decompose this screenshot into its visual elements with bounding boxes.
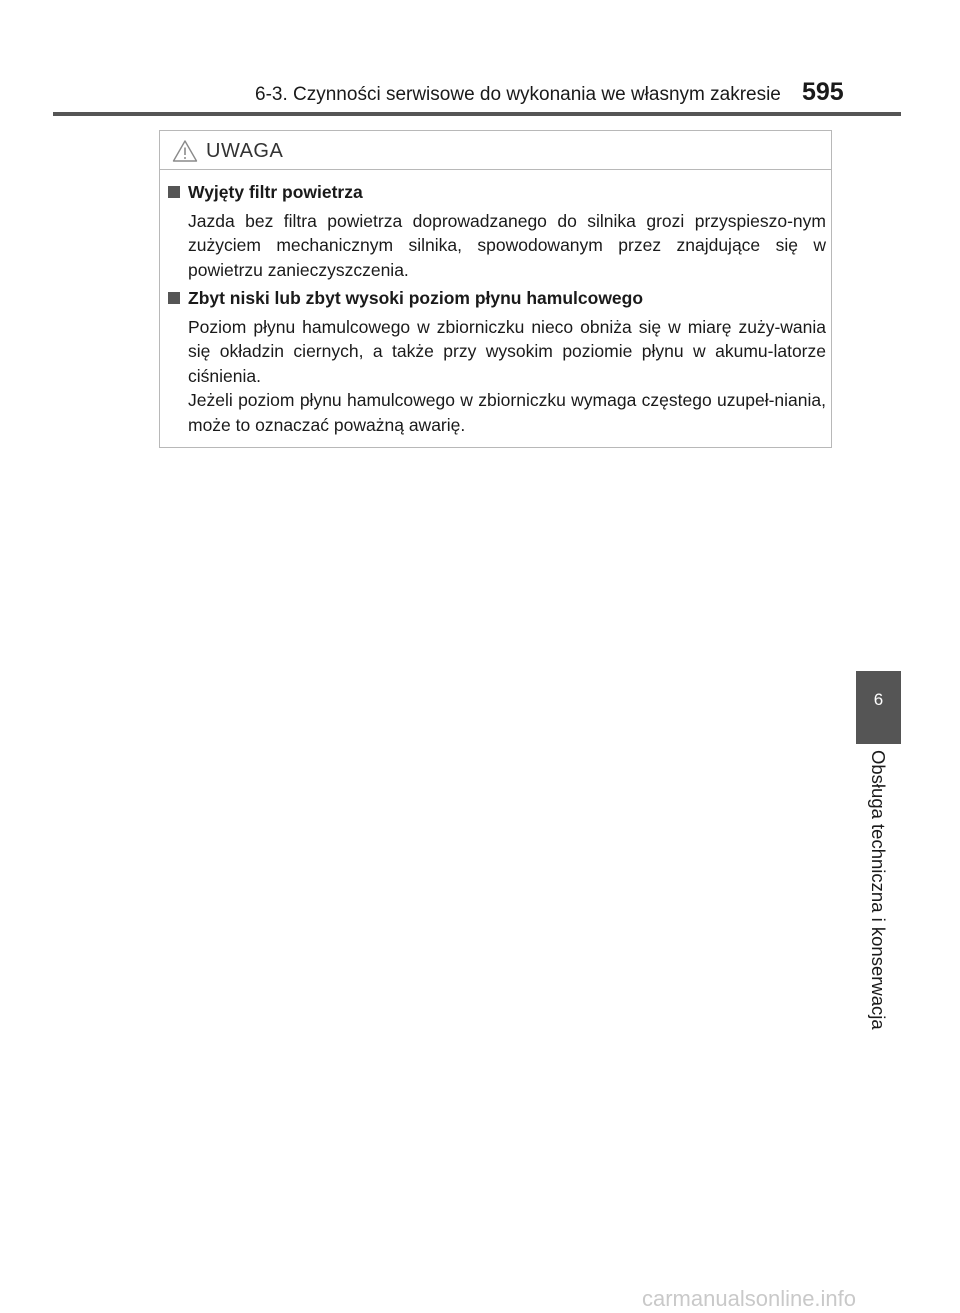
caution-title: UWAGA	[206, 140, 284, 162]
item-heading	[168, 180, 826, 204]
caution-box	[159, 130, 832, 448]
item-heading-text: Zbyt niski lub zbyt wysoki poziom płynu hamulcowego	[188, 288, 644, 308]
page-number: 595	[802, 78, 844, 106]
item-body	[168, 315, 826, 437]
chapter-tab-number: 6	[856, 671, 901, 744]
chapter-tab-label: Obsługa techniczna i konserwacja	[868, 750, 889, 1030]
square-bullet-icon	[168, 292, 180, 304]
watermark: carmanualsonline.info	[642, 1286, 857, 1311]
caution-item-brake-fluid	[168, 286, 826, 437]
paragraph: Jazda bez filtra powietrza doprowadzanego do silnika grozi przyspieszo-nym zużyciem mechanicznym silnika, spowodowanym przez znajdujące się w powietrzu zanieczyszczenia.	[188, 211, 826, 280]
paragraph: Poziom płynu hamulcowego w zbiorniczku nieco obniża się w miarę zuży-wania się okładzin ciernych, a także przy wysokim poziomie płynu w akumu-latorze ciśnienia.	[188, 317, 826, 386]
caution-item-air-filter	[168, 180, 826, 282]
header-divider	[53, 112, 901, 116]
item-heading-text: Wyjęty filtr powietrza	[188, 182, 363, 202]
paragraph: Jeżeli poziom płynu hamulcowego w zbiorniczku wymaga częstego uzupeł-niania, może to oznaczać poważną awarię.	[188, 390, 826, 435]
item-heading	[168, 286, 826, 310]
item-body	[168, 209, 826, 282]
section-title: 6-3. Czynności serwisowe do wykonania we własnym zakresie	[255, 84, 781, 105]
caution-header	[160, 131, 831, 170]
square-bullet-icon	[168, 186, 180, 198]
warning-triangle-icon	[172, 139, 198, 163]
